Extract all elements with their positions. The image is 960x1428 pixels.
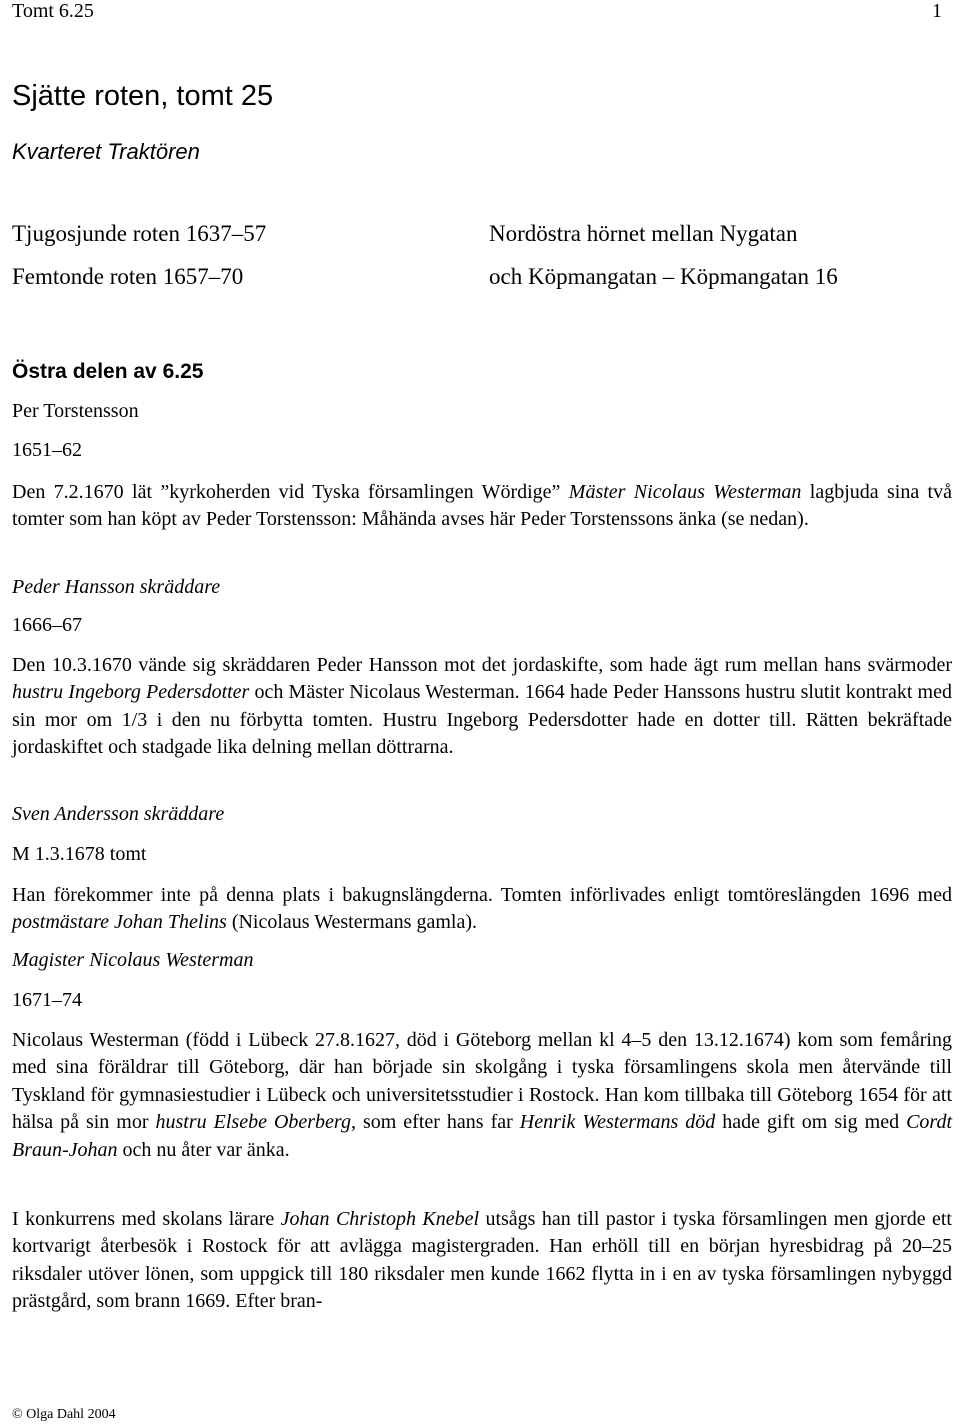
owner-name: Sven Andersson skräddare (12, 803, 225, 825)
running-header: Tomt 6.25 (12, 0, 94, 22)
entry-paragraph: Den 7.2.1670 lät ”kyrkoherden vid Tyska församlingen Wördige” Mäster Nicolaus Westerman lagbjuda sina två tomter som han köpt av Peder Torstensson: Måhända avses här Peder Torstenssons änka (se nedan). (12, 481, 952, 531)
copyright-footer: © Olga Dahl 2004 (12, 1407, 116, 1422)
address-line-2: och Köpmangatan – Köpmangatan 16 (489, 264, 838, 289)
page-number: 1 (932, 0, 942, 22)
page-title: Sjätte roten, tomt 25 (12, 80, 274, 112)
parish-line-2: Femtonde roten 1657–70 (12, 264, 244, 289)
owner-years: 1671–74 (12, 989, 82, 1011)
entry-paragraph: I konkurrens med skolans lärare Johan Christoph Knebel utsågs han till pastor i tyska församlingen men gjorde ett kortvarigt återbesök i Rostock för att avlägga magistergraden. Han erhöll till en början hyresbidrag på 20–25 riksdaler utöver lönen, som uppgick till 180 riksdaler men kunde 1662 flytta in i en av tyska församlingen nybyggd prästgård, som brann 1669. Efter bran- (12, 1208, 952, 1313)
owner-years: 1651–62 (12, 439, 82, 461)
entry-paragraph: Den 10.3.1670 vände sig skräddaren Peder Hansson mot det jordaskifte, som hade ägt rum mellan hans svärmoder hustru Ingeborg Pedersdotter och Mäster Nicolaus Westerman. 1664 hade Peder Hanssons hustru slutit kontrakt med sin mor om 1/3 i den nu förbytta tomten. Hustru Ingeborg Pedersdotter hade en dotter till. Rätten bekräftade jordaskiftet och stadgade lika delning mellan döttrarna. (12, 654, 952, 759)
owner-name: Per Torstensson (12, 400, 139, 422)
parish-line-1: Tjugosjunde roten 1637–57 (12, 221, 267, 246)
block-name: Kvarteret Traktören (12, 139, 200, 164)
owner-name: Peder Hansson skräddare (12, 576, 221, 598)
address-line-1: Nordöstra hörnet mellan Nygatan (489, 221, 798, 246)
owner-years: M 1.3.1678 tomt (12, 843, 147, 865)
entry-paragraph: Nicolaus Westerman (född i Lübeck 27.8.1627, död i Göteborg mellan kl 4–5 den 13.12.1674) kom som femåring med sina föräldrar till Göteborg, där han började sin skolgång i tyska församlingens skola men återvände till Tyskland för gymnasiestudier i Lübeck och universitetsstudier i Rostock. Han kom tillbaka till Göteborg 1654 för att hälsa på sin mor hustru Elsebe Oberberg, som efter hans far Henrik Westermans död hade gift om sig med Cordt Braun-Johan och nu åter var änka. (12, 1029, 953, 1161)
section-heading: Östra delen av 6.25 (12, 360, 204, 383)
entry-paragraph: Han förekommer inte på denna plats i bakugnslängderna. Tomten införlivades enligt tomtöreslängden 1696 med postmästare Johan Thelins (Nicolaus Westermans gamla). (12, 884, 952, 934)
owner-years: 1666–67 (12, 614, 82, 636)
owner-name: Magister Nicolaus Westerman (12, 949, 254, 971)
